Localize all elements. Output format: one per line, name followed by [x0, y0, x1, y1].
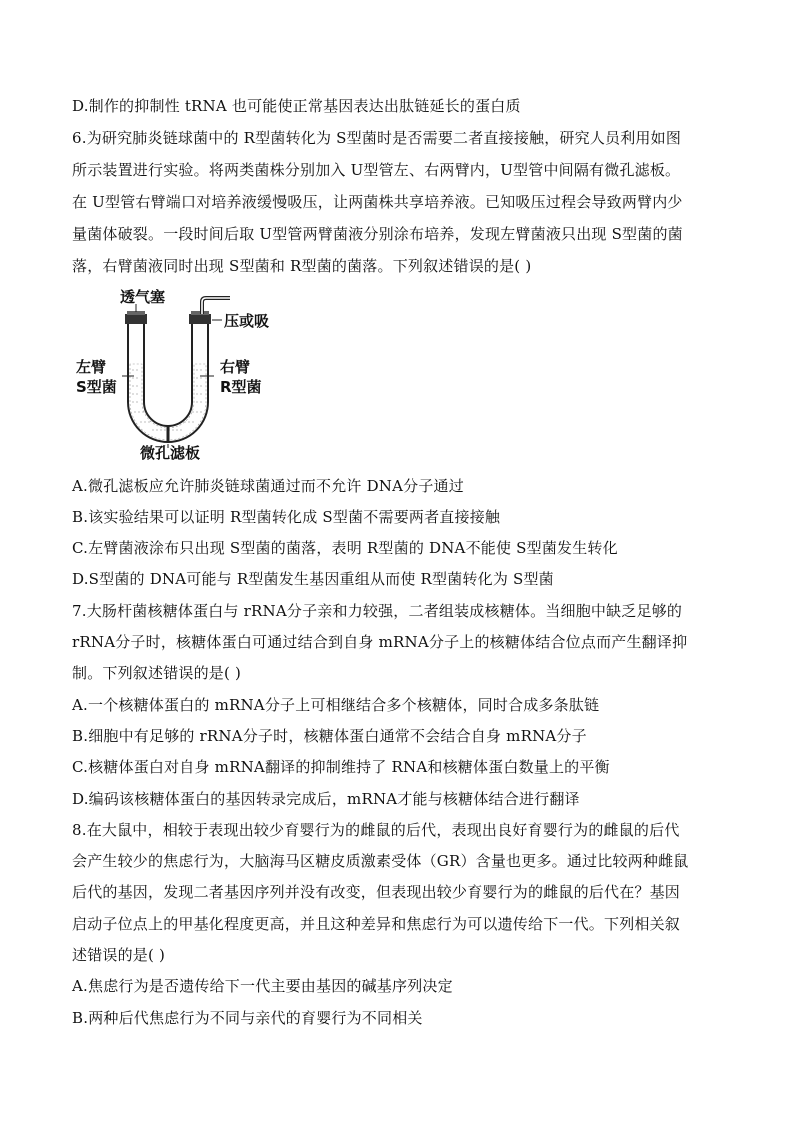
- question-7-line: rRNA分子时，核糖体蛋白可通过结合到自身 mRNA分子上的核糖体结合位点而产生翻译抑: [72, 633, 688, 651]
- u-tube-diagram: [72, 284, 312, 462]
- question-8-line: 述错误的是( ): [72, 946, 166, 964]
- right-strain-label: R型菌: [220, 378, 262, 396]
- u-tube-inner-wall: [144, 324, 192, 426]
- option-b: B.细胞中有足够的 rRNA分子时，核糖体蛋白通常不会结合自身 mRNA分子: [72, 727, 587, 745]
- option-d: D.编码该核糖体蛋白的基因转录完成后，mRNA才能与核糖体结合进行翻译: [72, 790, 580, 808]
- question-8-line: 会产生较少的焦虑行为，大脑海马区糖皮质激素受体（GR）含量也更多。通过比较两种雌鼠: [72, 852, 689, 870]
- option-b: B.两种后代焦虑行为不同与亲代的育婴行为不同相关: [72, 1009, 423, 1027]
- option-d: D.S型菌的 DNA可能与 R型菌发生基因重组从而使 R型菌转化为 S型菌: [72, 570, 554, 588]
- left-arm-label: 左臂: [76, 358, 107, 376]
- u-tube-figure: [72, 284, 312, 462]
- option-c: C.核糖体蛋白对自身 mRNA翻译的抑制维持了 RNA和核糖体蛋白数量上的平衡: [72, 758, 610, 776]
- plug-label: 透气塞: [120, 288, 166, 306]
- question-6-line: 在 U型管右臂端口对培养液缓慢吸压，让两菌株共享培养液。已知吸压过程会导致两臂内少: [72, 193, 683, 211]
- option-c: C.左臂菌液涂布只出现 S型菌的菌落，表明 R型菌的 DNA不能使 S型菌发生转化: [72, 539, 618, 557]
- question-6-line: 量菌体破裂。一段时间后取 U型管两臂菌液分别涂布培养，发现左臂菌液只出现 S型菌的菌: [72, 225, 683, 243]
- liquid-hatch: [132, 370, 204, 430]
- text-line: D.制作的抑制性 tRNA 也可能使正常基因表达出肽链延长的蛋白质: [72, 97, 521, 115]
- question-6-line: 落，右臂菌液同时出现 S型菌和 R型菌的菌落。下列叙述错误的是( ): [72, 257, 532, 275]
- question-7-line: 7.大肠杆菌核糖体蛋白与 rRNA分子亲和力较强，二者组装成核糖体。当细胞中缺乏足够的: [72, 602, 683, 620]
- option-a: A.焦虑行为是否遗传给下一代主要由基因的碱基序列决定: [72, 977, 453, 995]
- question-6-line: 6.为研究肺炎链球菌中的 R型菌转化为 S型菌时是否需要二者直接接触，研究人员利用如图: [72, 129, 682, 147]
- option-a: A.微孔滤板应允许肺炎链球菌通过而不允许 DNA分子通过: [72, 477, 464, 495]
- question-8-line: 启动子位点上的甲基化程度更高，并且这种差异和焦虑行为可以遗传给下一代。下列相关叙: [72, 915, 681, 933]
- right-plug: [189, 314, 211, 324]
- press-label: 压或吸: [224, 312, 270, 330]
- u-tube-outer-wall: [128, 324, 208, 442]
- filter-label: 微孔滤板: [140, 444, 201, 462]
- question-6-line: 所示装置进行实验。将两类菌株分别加入 U型管左、右两臂内，U型管中间隔有微孔滤板。: [72, 161, 681, 179]
- question-8-line: 8.在大鼠中，相较于表现出较少育婴行为的雌鼠的后代，表现出良好育婴行为的雌鼠的后代: [72, 821, 680, 839]
- option-b: B.该实验结果可以证明 R型菌转化成 S型菌不需要两者直接接触: [72, 508, 501, 526]
- question-7-line: 制。下列叙述错误的是( ): [72, 664, 242, 682]
- option-a: A.一个核糖体蛋白的 mRNA分子上可相继结合多个核糖体，同时合成多条肽链: [72, 696, 600, 714]
- left-plug: [125, 314, 147, 324]
- left-strain-label: S型菌: [76, 378, 117, 396]
- right-arm-label: 右臂: [220, 358, 251, 376]
- question-8-line: 后代的基因，发现二者基因序列并没有改变，但表现出较少育婴行为的雌鼠的后代在？基因: [72, 883, 681, 901]
